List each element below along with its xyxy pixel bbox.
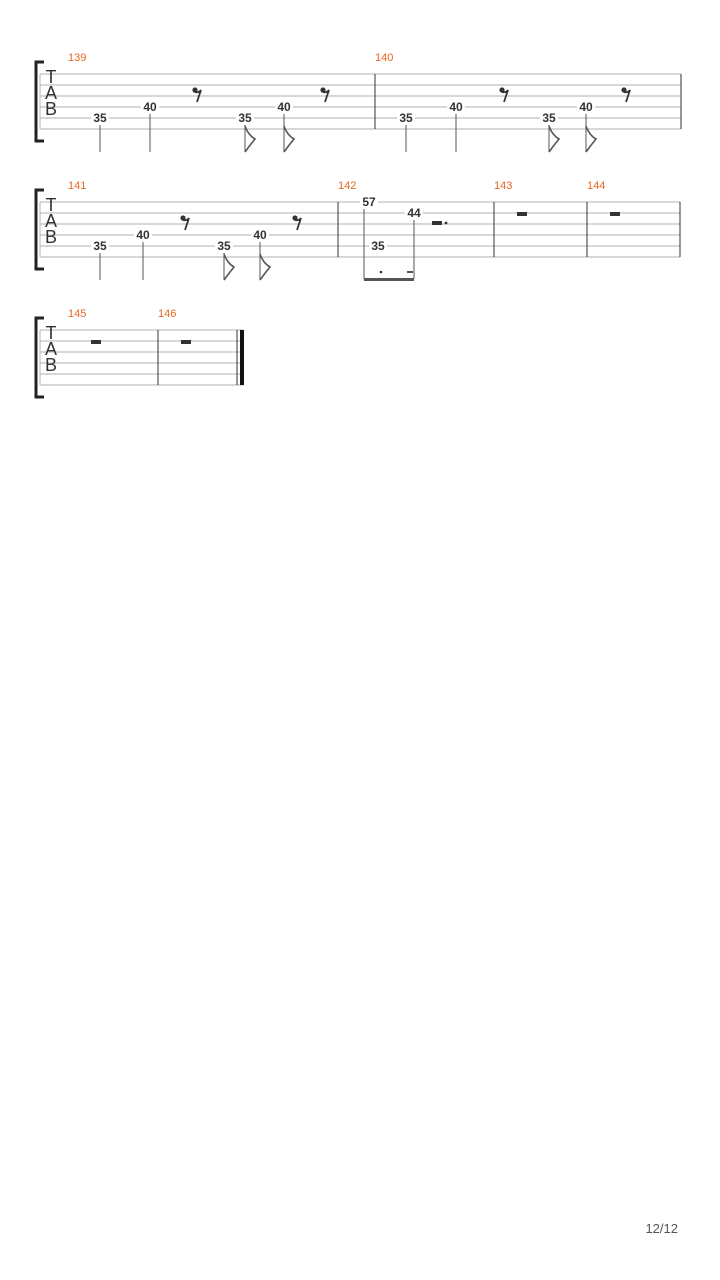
whole-rest [610, 212, 620, 216]
note-flag [224, 254, 234, 280]
tab-clef-letter: T [45, 67, 57, 87]
measure-number: 145 [68, 308, 87, 320]
fret-number: 40 [143, 100, 157, 114]
note-flag [245, 126, 255, 152]
final-barline-thick [240, 330, 244, 385]
fret-number: 35 [93, 111, 107, 125]
note-flag [284, 126, 294, 152]
fret-number: 40 [136, 228, 150, 242]
fret-number: 44 [407, 206, 421, 220]
rhythm-dot [380, 271, 383, 274]
measure-number: 144 [587, 180, 606, 192]
fret-number: 40 [449, 100, 463, 114]
tab-clef-letter: B [44, 355, 58, 375]
whole-rest [181, 340, 191, 344]
measure-number: 139 [68, 52, 87, 64]
note-beam [364, 278, 414, 281]
measure-number: 143 [494, 180, 513, 192]
fret-number: 35 [93, 239, 107, 253]
fret-number: 35 [371, 239, 385, 253]
fret-number: 40 [277, 100, 291, 114]
measure-number: 140 [375, 52, 394, 64]
note-flag [586, 126, 596, 152]
measure-number: 142 [338, 180, 357, 192]
tab-clef-letter: A [44, 83, 58, 103]
tab-clef-letter: B [44, 227, 58, 247]
fret-number: 35 [217, 239, 231, 253]
half-rest [432, 221, 442, 225]
tab-clef-letter: A [44, 211, 58, 231]
fret-number: 57 [362, 195, 376, 209]
fret-number: 35 [542, 111, 556, 125]
note-flag [260, 254, 270, 280]
measure-number: 141 [68, 180, 87, 192]
tab-clef-letter: T [45, 195, 57, 215]
note-flag [549, 126, 559, 152]
tab-clef-letter: A [44, 339, 58, 359]
whole-rest [517, 212, 527, 216]
tab-clef-letter: B [44, 99, 58, 119]
partial-beam [407, 271, 413, 273]
whole-rest [91, 340, 101, 344]
fret-number: 40 [579, 100, 593, 114]
page-number: 12/12 [645, 1221, 678, 1236]
measure-number: 146 [158, 308, 177, 320]
rest-dot [445, 222, 448, 225]
tab-clef-letter: T [45, 323, 57, 343]
fret-number: 35 [238, 111, 252, 125]
fret-number: 35 [399, 111, 413, 125]
fret-number: 40 [253, 228, 267, 242]
